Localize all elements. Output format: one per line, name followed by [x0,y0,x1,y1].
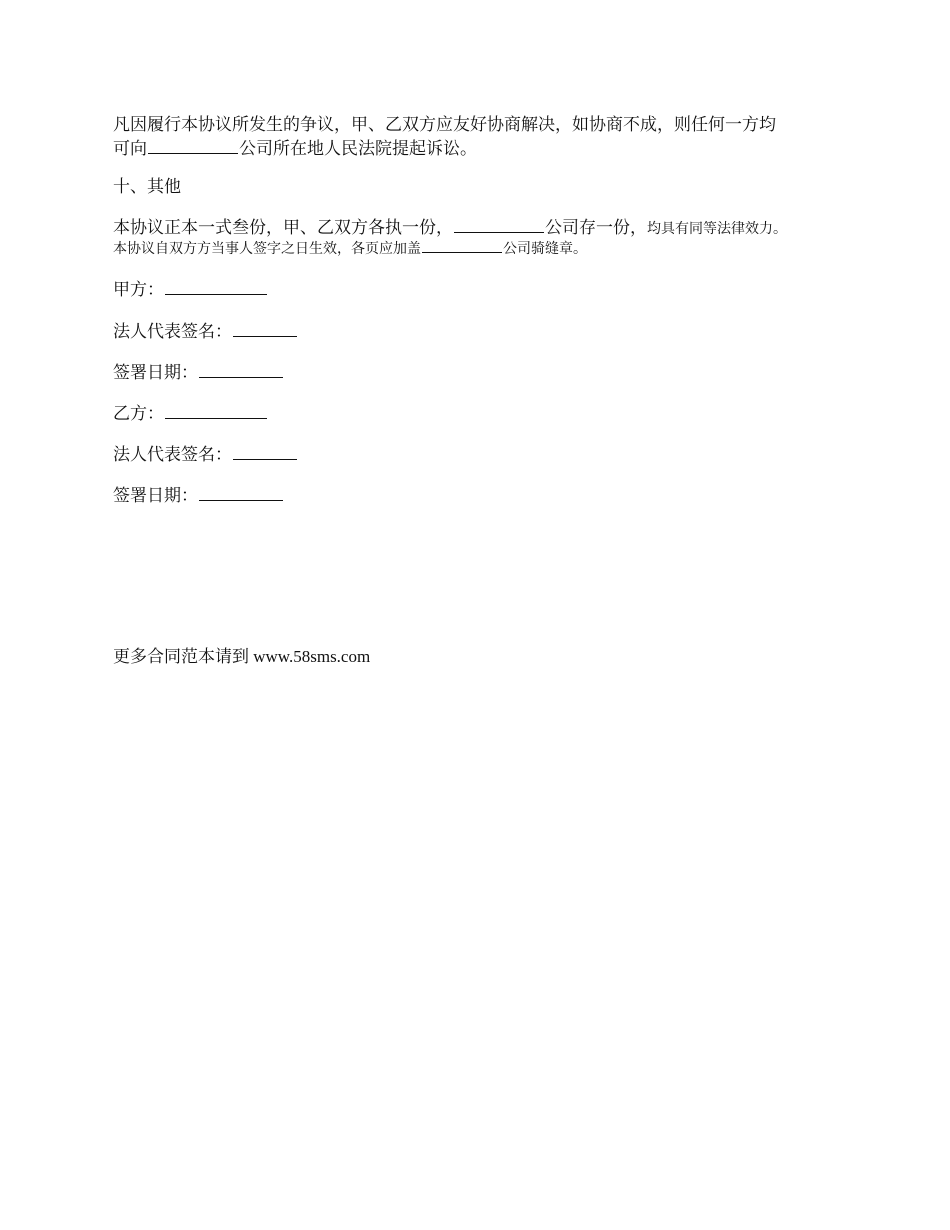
party-a-label: 甲方： [113,280,164,300]
other-line-1 [113,216,787,240]
party-a-blank[interactable] [165,278,267,295]
seal-company-blank[interactable] [422,239,502,253]
other-text-1-suffix: 均具有同等法律效力。 [647,221,787,237]
party-a-date-blank[interactable] [199,361,283,378]
party-b-rep-blank[interactable] [233,443,297,460]
dispute-line-1 [113,114,776,136]
court-company-blank[interactable] [148,137,238,154]
party-b-blank[interactable] [165,402,267,419]
party-a-date-line [113,361,284,384]
party-b-rep-label: 法人代表签名： [113,445,232,465]
other-text-1-middle: 公司存一份， [545,218,647,238]
dispute-text-2-suffix: 公司所在地人民法院提起诉讼。 [239,139,477,159]
footer-promo-text[interactable]: 更多合同范本请到 www.58sms.com [113,647,371,666]
party-b-date-line [113,484,284,507]
dispute-line-2 [113,137,477,160]
dispute-text-1: 凡因履行本协议所发生的争议，甲、乙双方应友好协商解决，如协商不成，则任何一方均 [113,115,776,135]
party-a-rep-line [113,320,298,343]
party-a-rep-label: 法人代表签名： [113,322,232,342]
other-text-1-prefix: 本协议正本一式叁份，甲、乙双方各执一份， [113,218,453,238]
party-b-date-blank[interactable] [199,484,283,501]
party-a-line [113,278,268,301]
footer-promo[interactable] [113,646,370,668]
other-line-2 [113,238,587,260]
copy-company-blank[interactable] [454,216,544,233]
dispute-text-2-prefix: 可向 [113,139,147,159]
section-ten-title-text: 十、其他 [113,177,181,197]
party-b-label: 乙方： [113,404,164,424]
other-text-2-prefix: 本协议自双方方当事人签字之日生效，各页应加盖 [113,241,421,257]
party-b-rep-line [113,443,298,466]
other-text-2-suffix: 公司骑缝章。 [503,241,587,257]
section-ten-title [113,176,181,198]
party-b-date-label: 签署日期： [113,486,198,506]
party-a-date-label: 签署日期： [113,363,198,383]
party-b-line [113,402,268,425]
party-a-rep-blank[interactable] [233,320,297,337]
